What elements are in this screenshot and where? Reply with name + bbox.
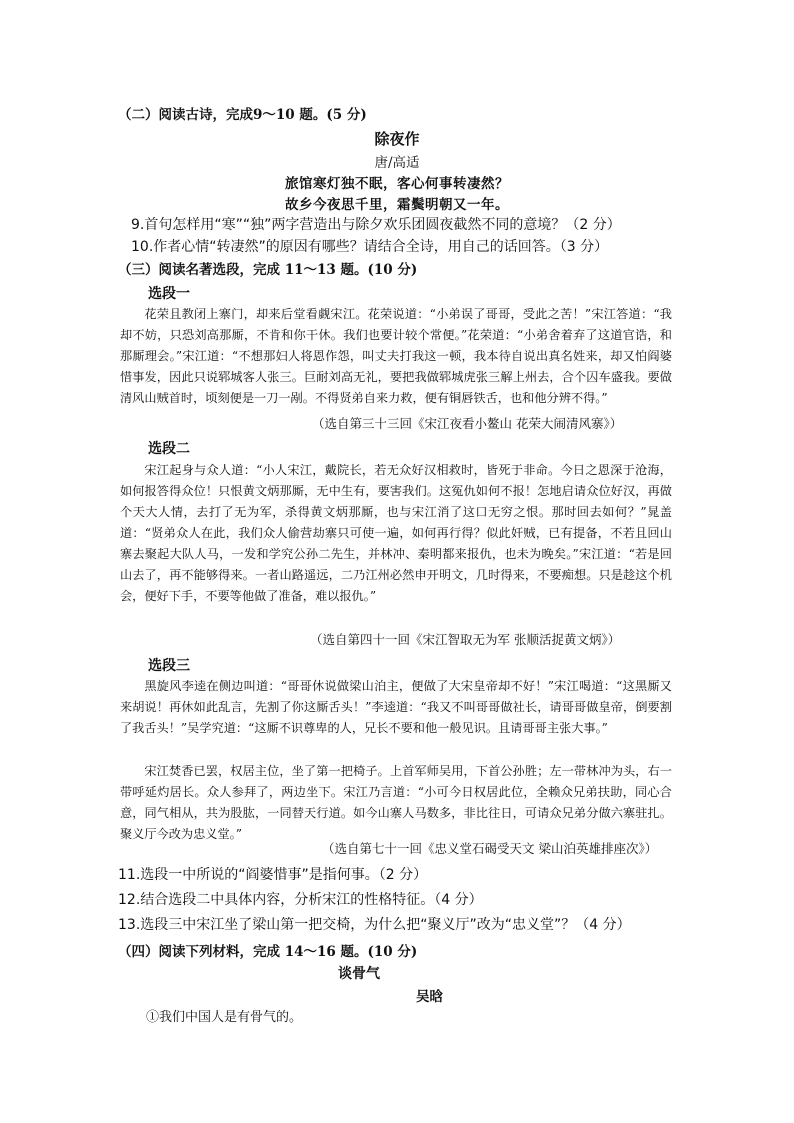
excerpt2-source: （选自第四十一回《宋江智取无为军 张顺活捉黄文炳》） xyxy=(310,632,621,647)
poem-line-2: 故乡今夜思千里，霜鬓明朝又一年。 xyxy=(285,197,509,213)
question-13: 13.选段三中宋江坐了梁山第一把交椅，为什么把“聚义厅”改为“忠义堂”？（4 分） xyxy=(118,917,631,933)
question-9: 9.首句怎样用“寒”“独”两字营造出与除夕欢乐团圆夜截然不同的意境？（2 分） xyxy=(131,217,621,233)
article-paragraph-1: ①我们中国人是有骨气的。 xyxy=(146,1010,303,1025)
section3-heading: （三）阅读名著选段，完成 11～13 题。(10 分) xyxy=(118,262,418,278)
excerpt3-text-2: 宋江焚香已罢，权居主位，坐了第一把椅子。上首军师吴用，下首公孙胜；左一带林冲为头，右一带呼延灼居长。众人参拜了，两边坐下。宋江乃言道：“小可今日权居此位，全赖众兄弟扶助，同心合意，同气相从，共为股肱，一同替天行道。如今山寨人马数多，非比往日，可请众兄弟分做六寨驻扎。聚义厅今改为忠义堂。” xyxy=(120,764,672,841)
article-author: 吴晗 xyxy=(416,989,443,1005)
excerpt3-label: 选段三 xyxy=(148,658,190,674)
excerpt1-label: 选段一 xyxy=(148,286,190,302)
poem-line-1: 旅馆寒灯独不眠，客心何事转凄然？ xyxy=(285,176,509,192)
excerpt1-text: 花荣且教闭上寨门，却来后堂看觑宋江。花荣说道：“小弟误了哥哥，受此之苦！”宋江答道：“我却不妨，只恐刘高那厮，不肯和你干休。我们也要计较个常便。”花荣道：“小弟舍着弃了这道官诰，和那厮理会。”宋江道：“不想那妇人将恩作怨，叫丈夫打我这一顿，我本待自说出真名姓来，却又怕阎婆惜事发，因此只说郓城客人张三。巨耐刘高无礼，要把我做郓城虎张三解上州去，合个囚车盛我。要做清风山贼首时，顷刻便是一刀一剐。不得贤弟自来力救，便有铜唇铁舌，也和他分辨不得。” xyxy=(120,307,672,405)
excerpt1-source: （选自第三十三回《宋江夜看小鳌山 花荣大闹清风寨》） xyxy=(312,416,623,431)
excerpt2-text: 宋江起身与众人道：“小人宋江，戴院长，若无众好汉相救时，皆死于非命。今日之恩深于沧海，如何报答得众位！只恨黄文炳那厮，无中生有，要害我们。这冤仇如何不报！怎地启请众位好汉，再做个天大人情，去打了无为军，杀得黄文炳那厮，也与宋江消了这口无穷之恨。那时回去如何？”晁盖道：“贤弟众人在此，我们众人偷营劫寨只可使一遍，如何再行得？似此奸贼，已有提备，不若且回山寨去聚起大队人马，一发和学究公孙二先生，并林冲、秦明都来报仇，也未为晚矣。”宋江道：“若是回山去了，再不能够得来。一者山路遥远，二乃江州必然申开明文，几时得来，不要痴想。只是趁这个机会，便好下手，不要等他做了准备，难以报仇。” xyxy=(120,463,672,603)
excerpt3-source: （选自第七十一回《忠义堂石碣受天文 梁山泊英雄排座次》） xyxy=(322,841,658,856)
poem-title: 除夜作 xyxy=(374,130,420,148)
poem-author: 唐/高适 xyxy=(374,155,420,171)
section2-heading: （二）阅读古诗，完成9～10 题。(5 分) xyxy=(118,107,367,123)
section4-heading: （四）阅读下列材料，完成 14～16 题。(10 分) xyxy=(118,944,418,960)
question-12: 12.结合选段二中具体内容，分析宋江的性格特征。（4 分） xyxy=(118,892,483,908)
question-11: 11.选段一中所说的“阎婆惜事”是指何事。（2 分） xyxy=(118,867,428,883)
question-10: 10.作者心情“转凄然”的原因有哪些？请结合全诗，用自己的话回答。（3 分） xyxy=(131,239,609,255)
article-title: 谈骨气 xyxy=(338,966,380,982)
excerpt2-label: 选段二 xyxy=(148,441,190,457)
excerpt3-text-1: 黑旋风李逵在侧边叫道：“哥哥休说做梁山泊主，便做了大宋皇帝却不好！”宋江喝道：“这黑厮又来胡说！再休如此乱言，先割了你这厮舌头！”李逵道：“我又不叫哥哥做社长，请哥哥做皇帝，倒要割了我舌头！”吴学究道：“这厮不识尊卑的人，兄长不要和他一般见识。且请哥哥主张大事。” xyxy=(120,679,672,735)
